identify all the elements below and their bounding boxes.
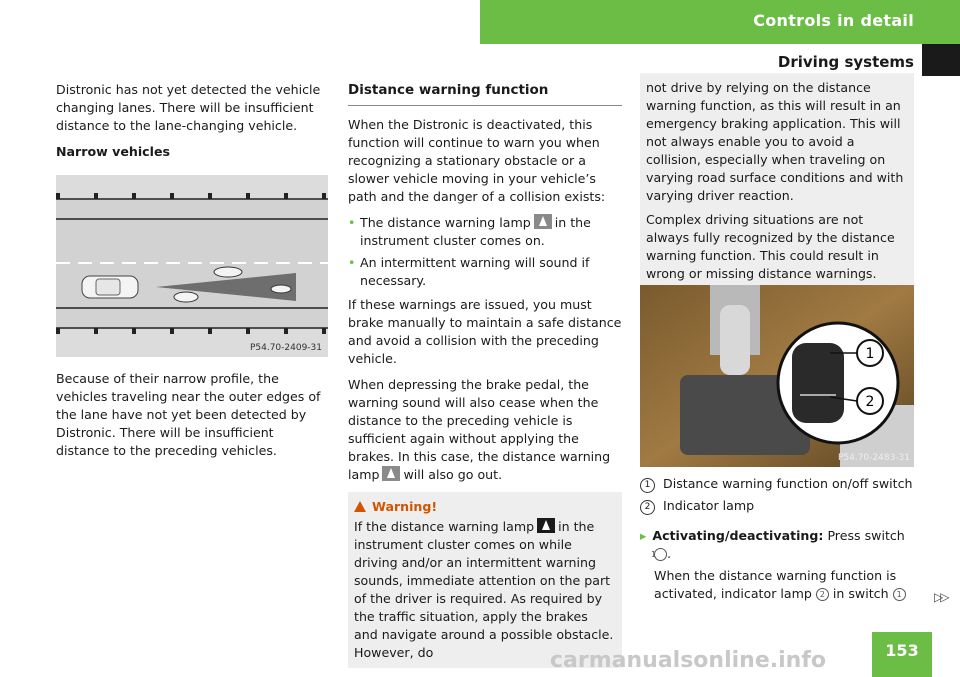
paragraph-text: When the distance warning function is activated, indicator lamp — [654, 568, 897, 601]
section-title: Controls in detail — [753, 11, 914, 30]
callout-1: 1 — [865, 346, 875, 362]
paragraph-text: in switch — [832, 586, 889, 601]
bullet-text: in the instrument cluster comes on. — [360, 215, 591, 248]
legend-item-1 — [640, 475, 914, 493]
step-label: Activating/deactivating: — [652, 528, 824, 543]
paragraph-text: When depressing the brake pedal, the warning sound will also cease when the distance to the preceding vehicle is sufficient again without applying the brakes. In this case, the distance warning lamp — [348, 377, 611, 482]
instruction-step — [640, 527, 914, 563]
inline-number: 2 — [816, 588, 829, 601]
bullet-item: • An intermittent warning will sound if necessary. — [348, 254, 622, 290]
page-number-box — [872, 632, 932, 677]
watermark: carmanualsonline.info — [550, 648, 826, 673]
inline-number: 1 — [893, 588, 906, 601]
bullet-text: The distance warning lamp — [360, 215, 531, 230]
continue-arrow-icon: ▷▷ — [934, 590, 947, 604]
step-arrow-icon: ▸ — [640, 528, 647, 543]
warning-box — [348, 492, 622, 668]
distance-warning-lamp-icon — [382, 466, 400, 481]
distance-warning-lamp-icon — [534, 214, 552, 229]
legend-item-2 — [640, 497, 914, 515]
console-photo — [640, 285, 914, 467]
paragraph: Complex driving situations are not always fully recognized by the distance warning function. This could result in wrong or missing distance warnings. — [646, 212, 895, 281]
warning-triangle-icon — [354, 501, 366, 512]
paragraph — [640, 567, 914, 603]
column-3-lower — [640, 475, 914, 611]
road-diagram — [56, 175, 328, 357]
warning-continuation-box — [640, 73, 914, 293]
page-number: 153 — [885, 641, 919, 660]
paragraph: Because of their narrow profile, the vehicles traveling near the outer edges of the lane have not yet been detected by Distronic. There will be insufficient distance to the preceding vehicles. — [56, 371, 321, 458]
step-text: Press switch — [827, 528, 905, 543]
paragraph — [348, 376, 622, 484]
heading-distance-warning: Distance warning function — [348, 81, 622, 106]
bullet-item — [348, 214, 622, 250]
legend-text: Indicator lamp — [663, 498, 755, 513]
heading-narrow-vehicles: Narrow vehicles — [56, 144, 170, 159]
paragraph-text: will also go out. — [403, 467, 503, 482]
warning-text-part: in the instrument cluster comes on while driving and/or an intermittent warning sounds, immediate attention on the part of the driver is required. As required by the traffic situation, apply the brakes and navigate around a possible obstacle. However, do — [354, 519, 614, 660]
subsection-title: Driving systems — [777, 53, 914, 71]
legend-number: 2 — [640, 500, 655, 515]
paragraph: When the Distronic is deactivated, this function will continue to warn you when recognizing a stationary obstacle or a slower vehicle moving in your vehicle’s path and the danger of a collision exists: — [348, 117, 606, 204]
column-1 — [56, 81, 328, 169]
legend-number: 1 — [640, 478, 655, 493]
warning-text — [354, 518, 614, 662]
warning-title — [354, 498, 614, 516]
paragraph: not drive by relying on the distance warning function, as this will result in an emergency braking application. This will not always enable you to avoid a collision, especially when traveling on varying road surface conditions and with varying driver reaction. — [646, 80, 904, 203]
warning-text-part: If the distance warning lamp — [354, 519, 535, 534]
column-2 — [348, 81, 622, 668]
figure-code: P54.70-2483-31 — [837, 453, 910, 463]
column-1-lower — [56, 370, 328, 468]
paragraph: Distronic has not yet detected the vehicle changing lanes. There will be insufficient distance to the lane-changing vehicle. — [56, 82, 321, 133]
step-text: . — [667, 546, 672, 561]
distance-warning-lamp-icon — [537, 518, 555, 533]
switch-photo-figure — [640, 285, 914, 467]
callout-2: 2 — [865, 394, 875, 410]
warning-title-text: Warning! — [372, 499, 438, 514]
paragraph: If these warnings are issued, you must brake manually to maintain a safe distance and avoid a collision with the preceding vehicle. — [348, 297, 622, 366]
legend-text: Distance warning function on/off switch — [663, 476, 913, 491]
header-tab-marker — [922, 44, 960, 76]
narrow-vehicles-figure — [56, 175, 328, 357]
column-3 — [640, 81, 914, 293]
inline-number: 1 — [654, 548, 667, 561]
figure-code: P54.70-2409-31 — [249, 343, 322, 353]
